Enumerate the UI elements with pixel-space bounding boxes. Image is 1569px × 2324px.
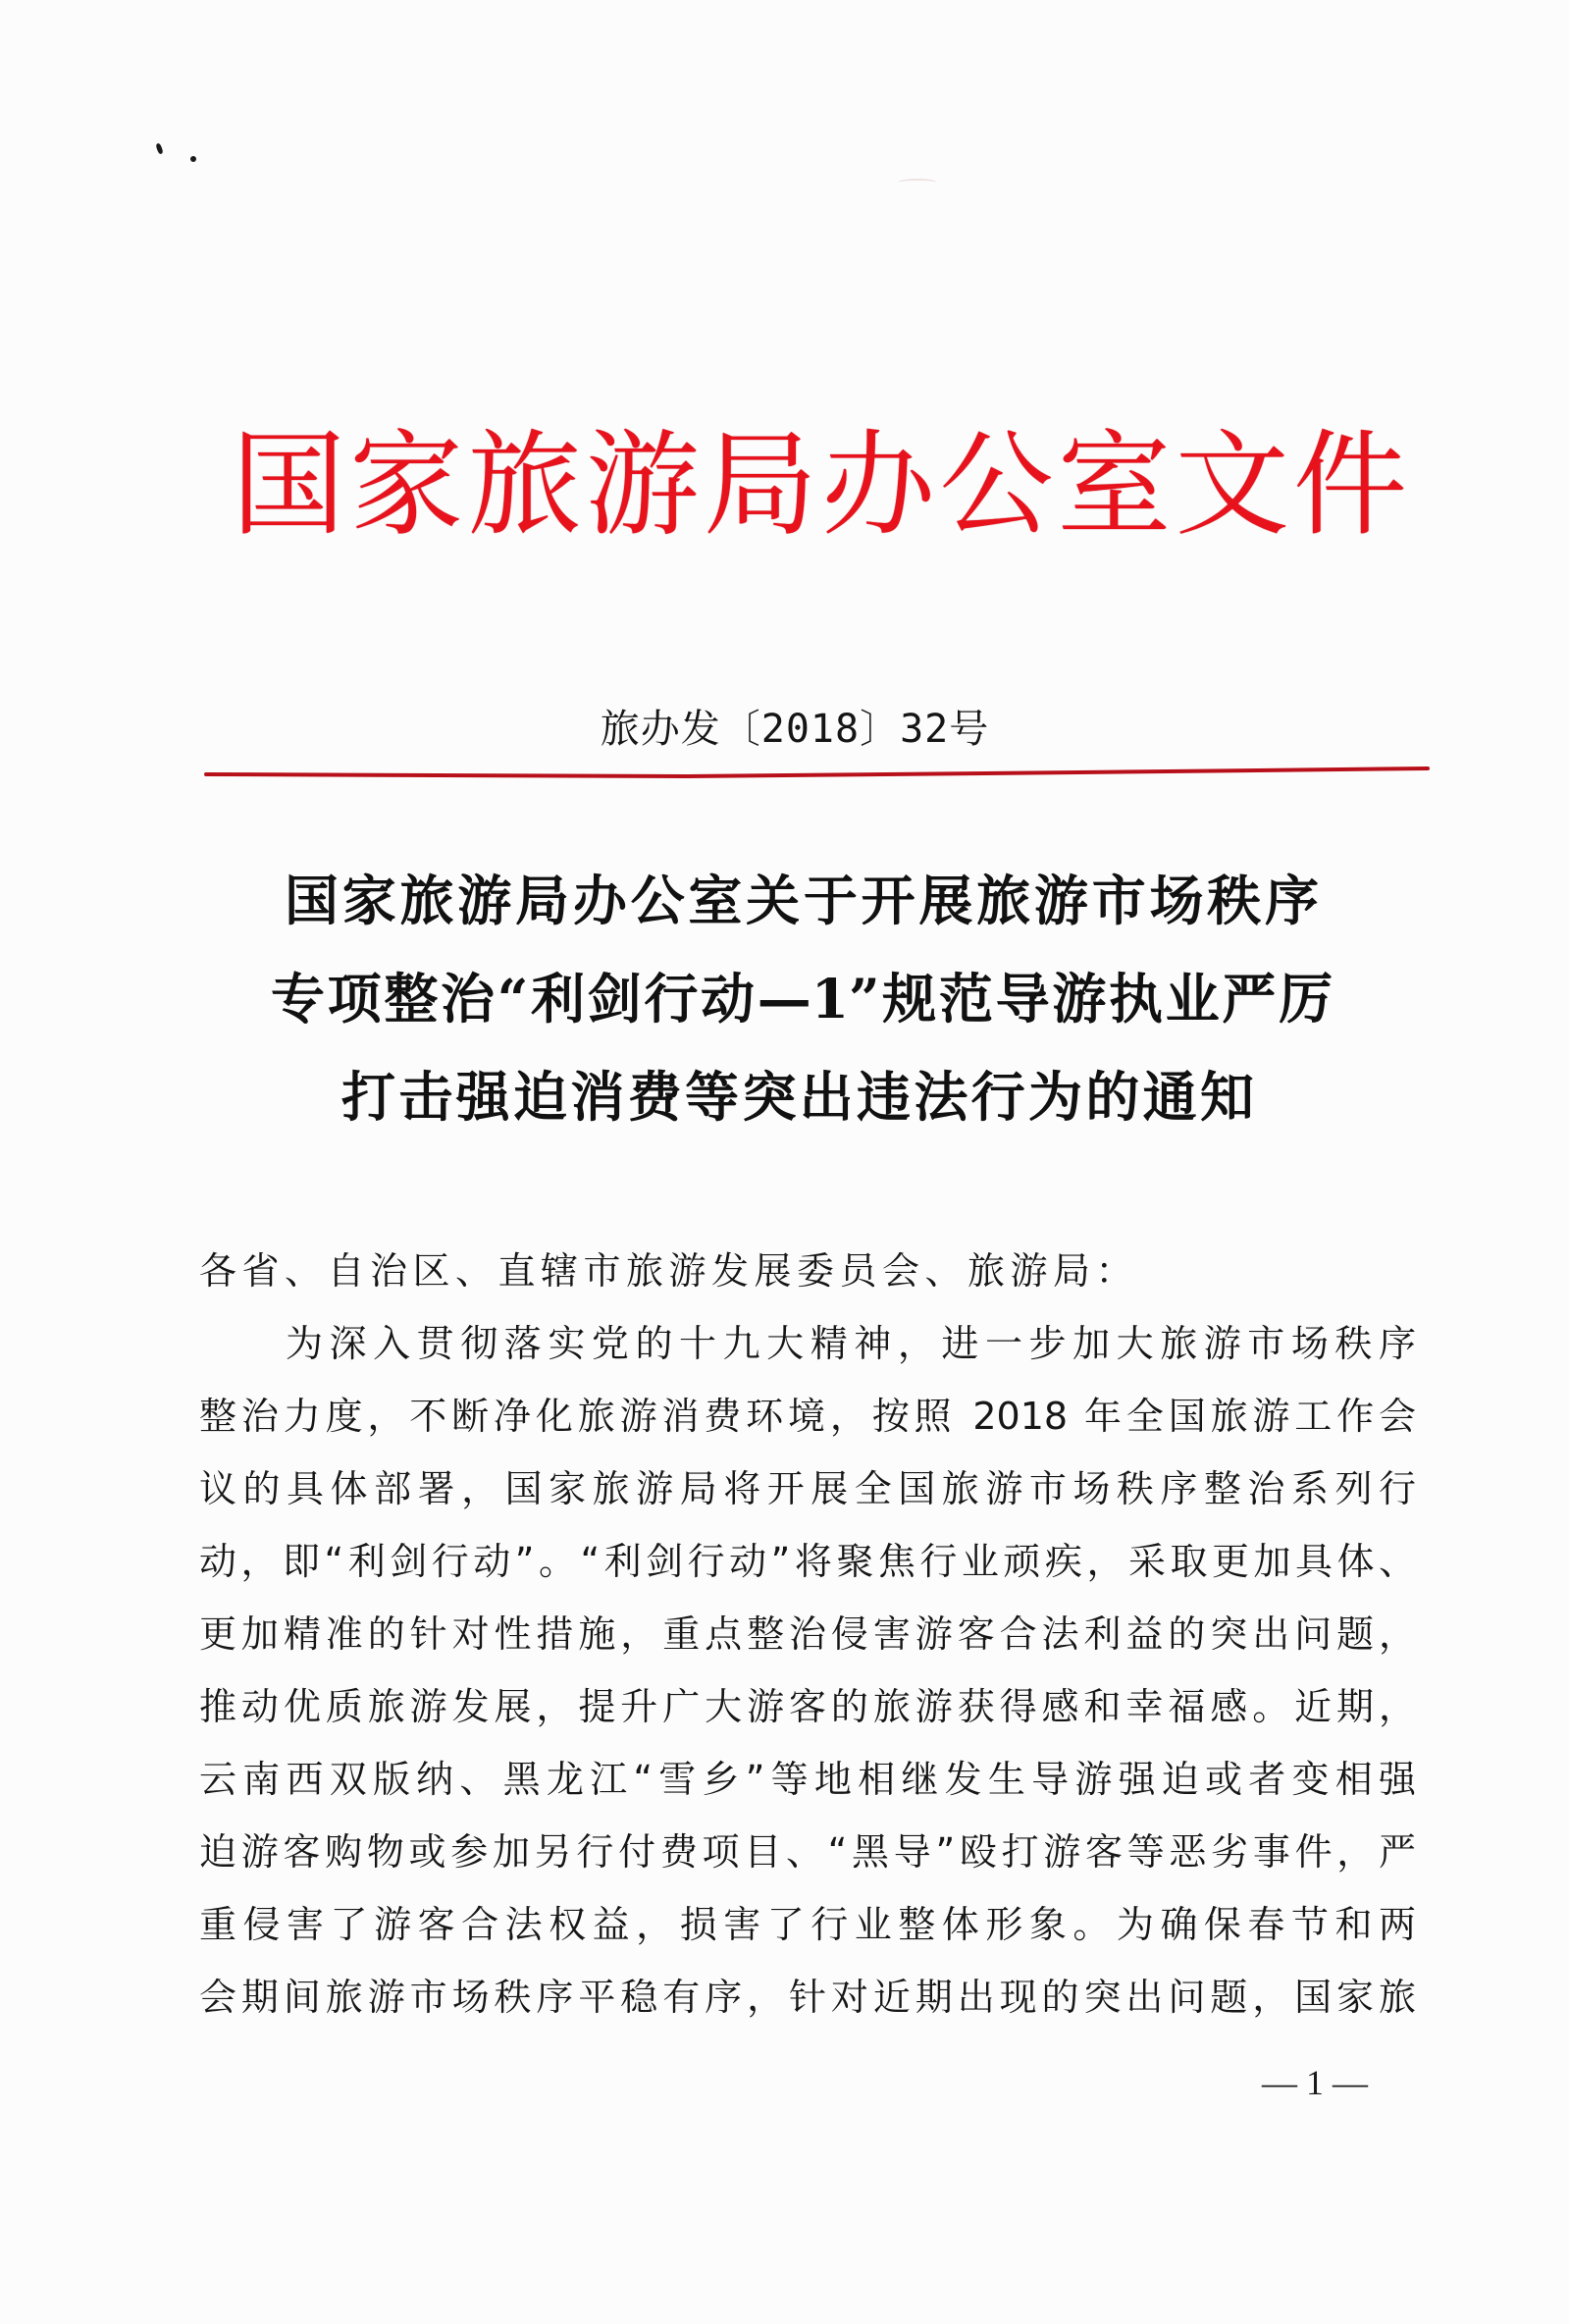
document-title-line: 专项整治“利剑行动—1”规范导游执业严厉 — [271, 967, 1333, 1030]
masthead-title: 国家旅游局办公室文件 — [232, 424, 1409, 550]
body-line: 云南西双版纳、黑龙江“雪乡”等地相继发生导游强迫或者变相强 — [199, 1758, 1416, 1801]
body-line: 议的具体部署，国家旅游局将开展全国旅游市场秩序整治系列行 — [199, 1467, 1416, 1510]
body-line: 更加精准的针对性措施，重点整治侵害游客合法利益的突出问题， — [199, 1612, 1416, 1656]
page-number: — 1 — — [1262, 2063, 1368, 2102]
document-title-line: 国家旅游局办公室关于开展旅游市场秩序 — [285, 869, 1319, 932]
body-line: 重侵害了游客合法权益，损害了行业整体形象。为确保春节和两 — [199, 1903, 1416, 1946]
body-line: 会期间旅游市场秩序平稳有序，针对近期出现的突出问题，国家旅 — [199, 1976, 1416, 2019]
document-number: 旅办发〔2018〕32号 — [600, 707, 990, 752]
body-line: 动，即“利剑行动”。“利剑行动”将聚焦行业顽疾，采取更加具体、 — [199, 1540, 1416, 1583]
salutation: 各省、自治区、直辖市旅游发展委员会、旅游局： — [199, 1249, 1139, 1293]
red-separator-rule — [0, 0, 1569, 785]
body-line: 为深入贯彻落实党的十九大精神，进一步加大旅游市场秩序 — [286, 1322, 1416, 1365]
body-line: 推动优质旅游发展，提升广大游客的旅游获得感和幸福感。近期， — [199, 1685, 1416, 1728]
body-line: 整治力度，不断净化旅游消费环境，按照 2018 年全国旅游工作会 — [199, 1395, 1416, 1438]
body-line: 迫游客购物或参加另行付费项目、“黑导”殴打游客等恶劣事件，严 — [199, 1830, 1416, 1874]
red-rule-line — [206, 768, 1428, 776]
document-title-line: 打击强迫消费等突出违法行为的通知 — [341, 1065, 1254, 1129]
